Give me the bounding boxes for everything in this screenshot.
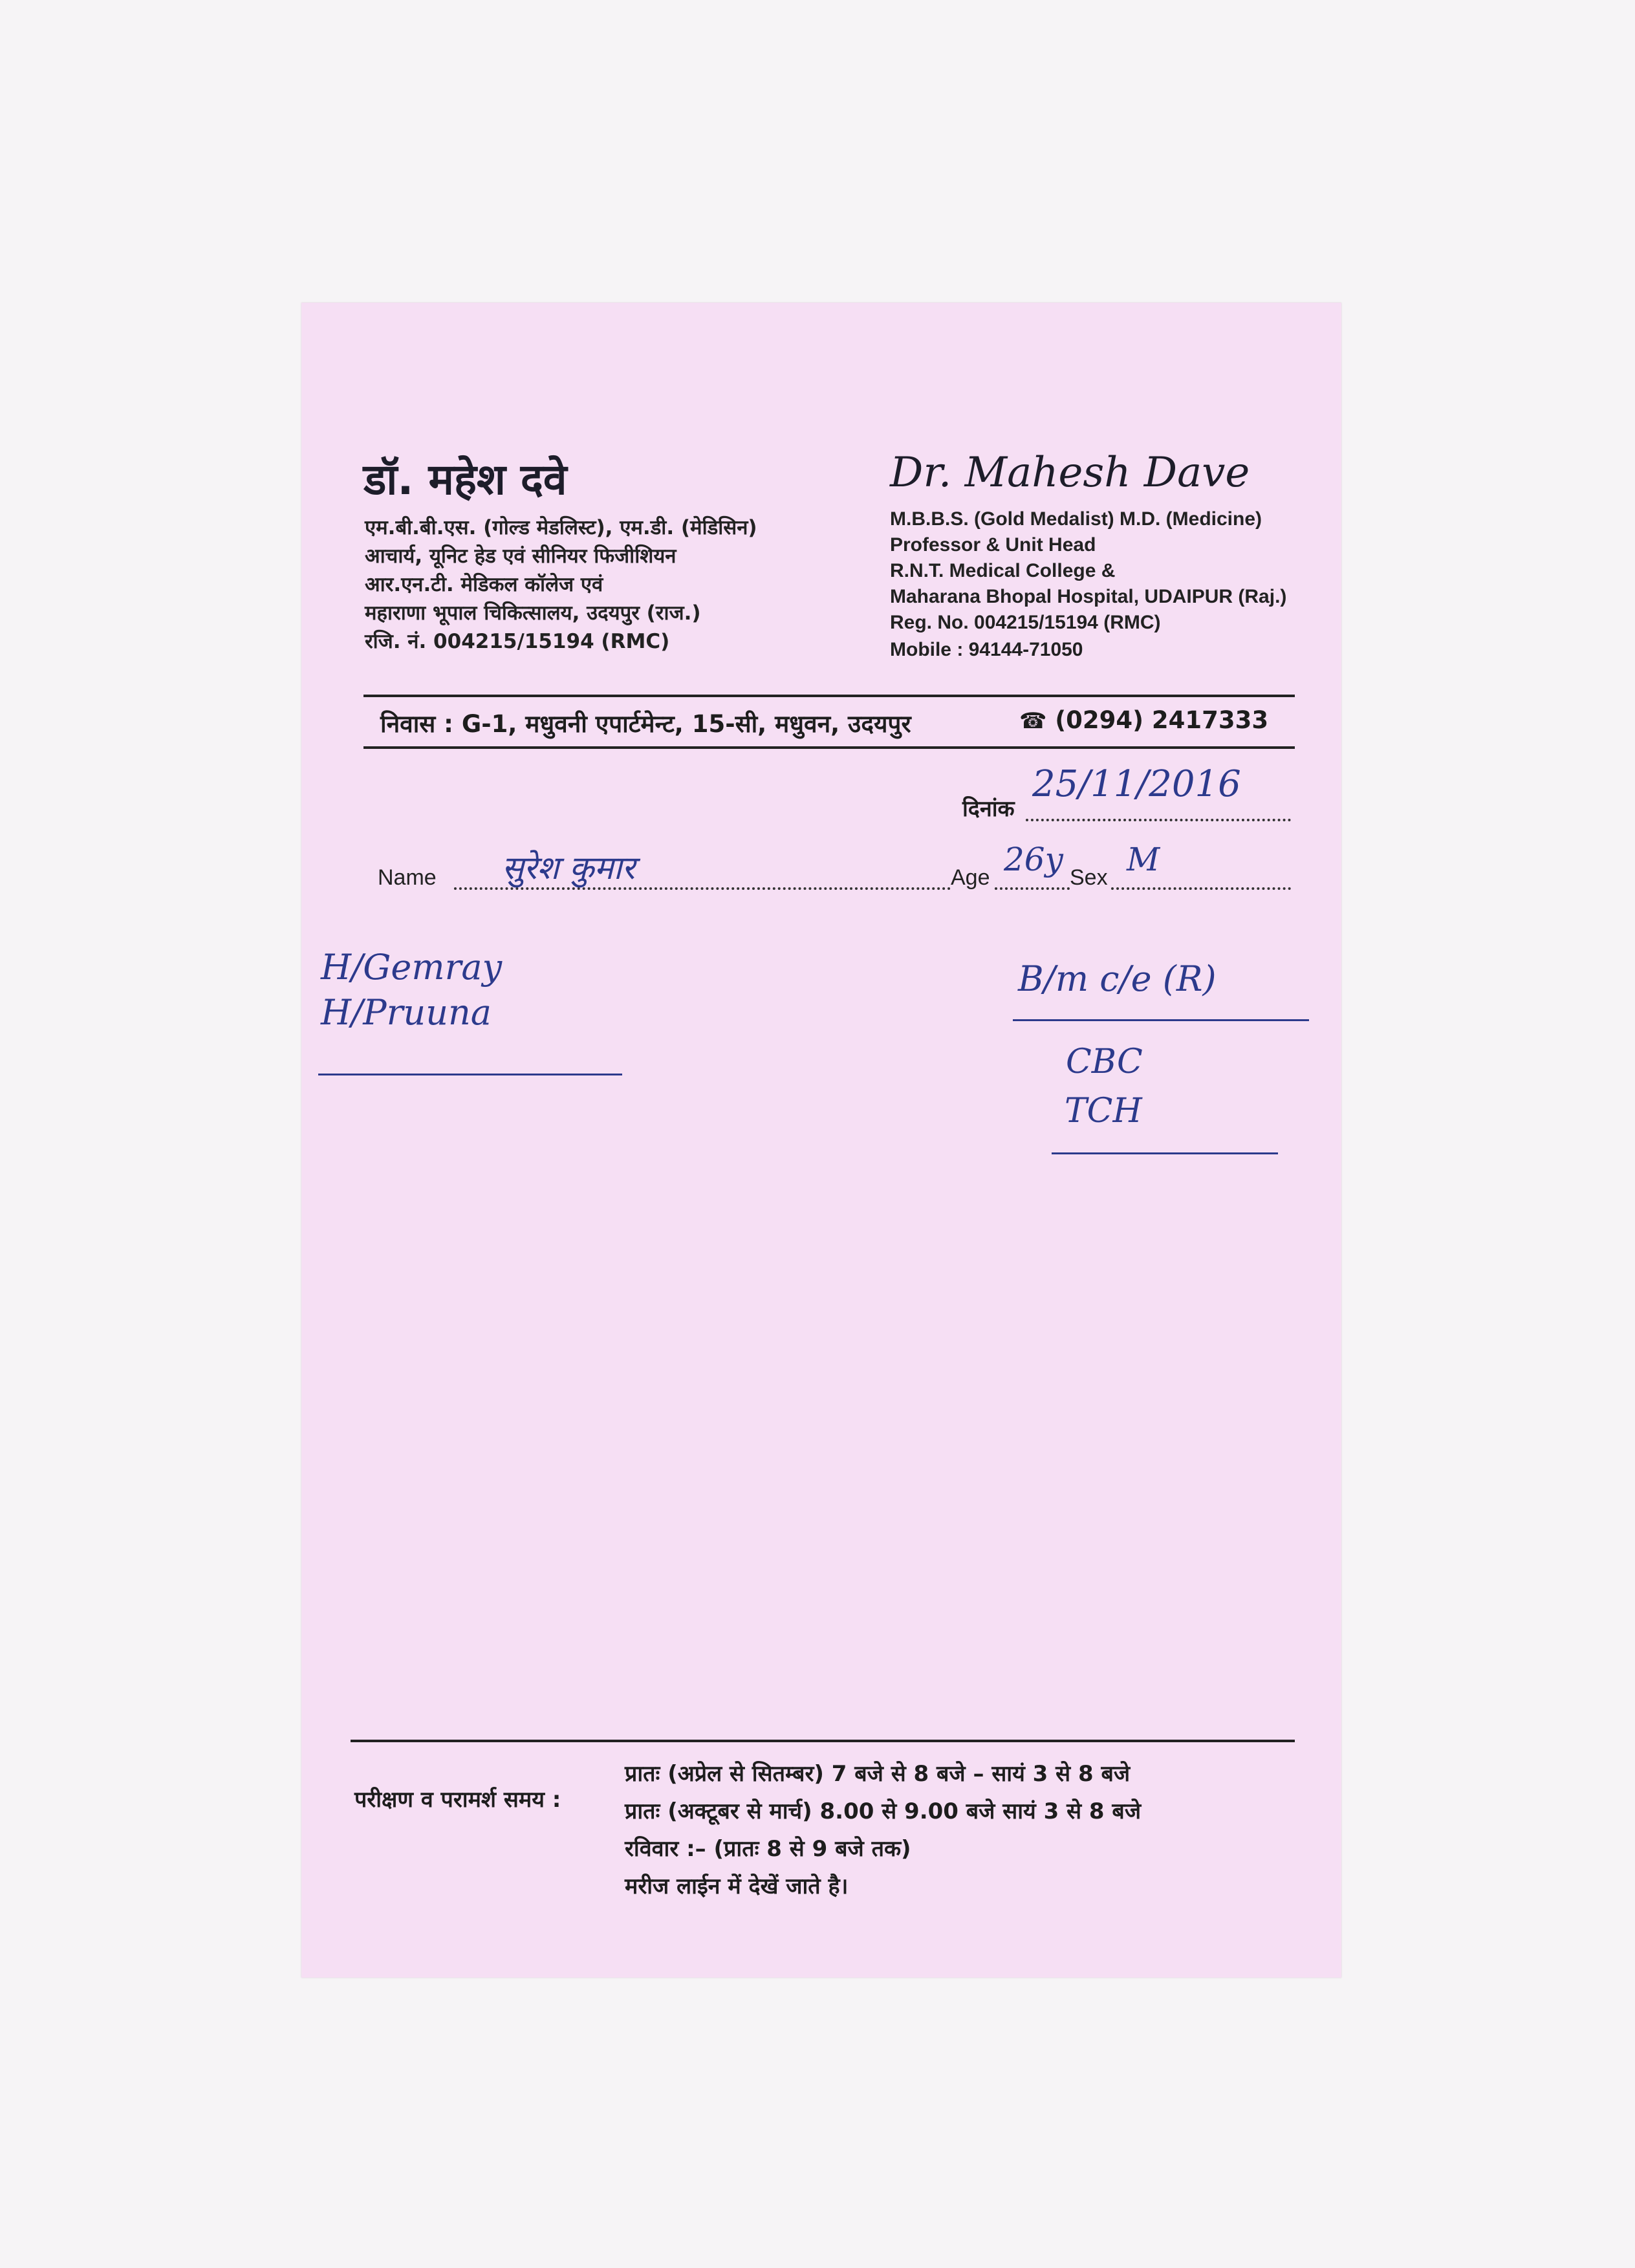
timing-line-1: प्रातः (अप्रेल से सितम्बर) 7 बजे से 8 बजे – सायं 3 से 8 बजे — [625, 1761, 1131, 1787]
hospital-hindi: महाराणा भूपाल चिकित्सालय, उदयपुर (राज.) — [365, 601, 701, 625]
note-right-line-2: CBC — [1066, 1042, 1143, 1081]
age-dotted-line — [995, 887, 1070, 890]
date-label: दिनांक — [962, 796, 1015, 822]
designation-english: Professor & Unit Head — [890, 534, 1096, 556]
sex-value-handwritten: M — [1127, 841, 1160, 878]
timing-line-2: प्रातः (अक्टूबर से मार्च) 8.00 से 9.00 बजे सायं 3 से 8 बजे — [625, 1798, 1142, 1824]
header-bottom-rule — [363, 746, 1295, 749]
registration-english: Reg. No. 004215/15194 (RMC) — [890, 612, 1161, 633]
telephone-icon: ☎ — [1019, 708, 1047, 734]
qualification-english: M.B.B.S. (Gold Medalist) M.D. (Medicine) — [890, 508, 1262, 530]
name-label: Name — [378, 865, 437, 890]
note-right-underline — [1013, 1019, 1309, 1021]
timing-line-3: रविवार :– (प्रातः 8 से 9 बजे तक) — [625, 1836, 911, 1862]
header-top-rule — [363, 695, 1295, 697]
footer-rule — [351, 1740, 1295, 1742]
age-label: Age — [951, 865, 990, 890]
prescription-sheet — [301, 303, 1341, 1978]
qualification-hindi: एम.बी.बी.एस. (गोल्ड मेडलिस्ट), एम.डी. (मेडिसिन) — [365, 516, 757, 539]
note-right-line-1: B/m c/e (R) — [1018, 958, 1217, 999]
sex-dotted-line — [1111, 887, 1291, 890]
doctor-name-hindi: डॉ. महेश दवे — [363, 455, 567, 504]
designation-hindi: आचार्य, यूनिट हेड एवं सीनियर फिजीशियन — [365, 545, 677, 568]
hospital-english: Maharana Bhopal Hospital, UDAIPUR (Raj.) — [890, 586, 1287, 607]
sex-label: Sex — [1070, 865, 1108, 890]
college-english: R.N.T. Medical College & — [890, 560, 1116, 581]
registration-hindi: रजि. नं. 004215/15194 (RMC) — [365, 630, 670, 653]
residence-address: निवास : G-1, मधुवनी एपार्टमेन्ट, 15-सी, मधुवन, उदयपुर — [380, 710, 911, 738]
date-dotted-line — [1026, 819, 1291, 821]
mobile-english: Mobile : 94144-71050 — [890, 639, 1083, 660]
college-hindi: आर.एन.टी. मेडिकल कॉलेज एवं — [365, 573, 603, 596]
note-left-line-1: H/Gemray — [321, 947, 503, 988]
age-value-handwritten: 26y — [1004, 841, 1063, 878]
note-right-line-3: TCH — [1065, 1092, 1142, 1130]
note-right-arrow-line — [1052, 1152, 1278, 1154]
doctor-name-english: Dr. Mahesh Dave — [890, 449, 1250, 497]
phone-number: (0294) 2417333 — [1055, 706, 1269, 734]
note-left-line-2: H/Pruuna — [321, 992, 492, 1033]
timing-line-4: मरीज लाईन में देखें जाते है। — [625, 1874, 849, 1899]
phone-block — [1019, 706, 1268, 734]
consultation-time-label: परीक्षण व परामर्श समय : — [354, 1787, 561, 1813]
patient-name-handwritten: सुरेश कुमार — [502, 849, 635, 887]
date-value-handwritten: 25/11/2016 — [1032, 763, 1241, 805]
note-left-underline — [318, 1074, 622, 1075]
